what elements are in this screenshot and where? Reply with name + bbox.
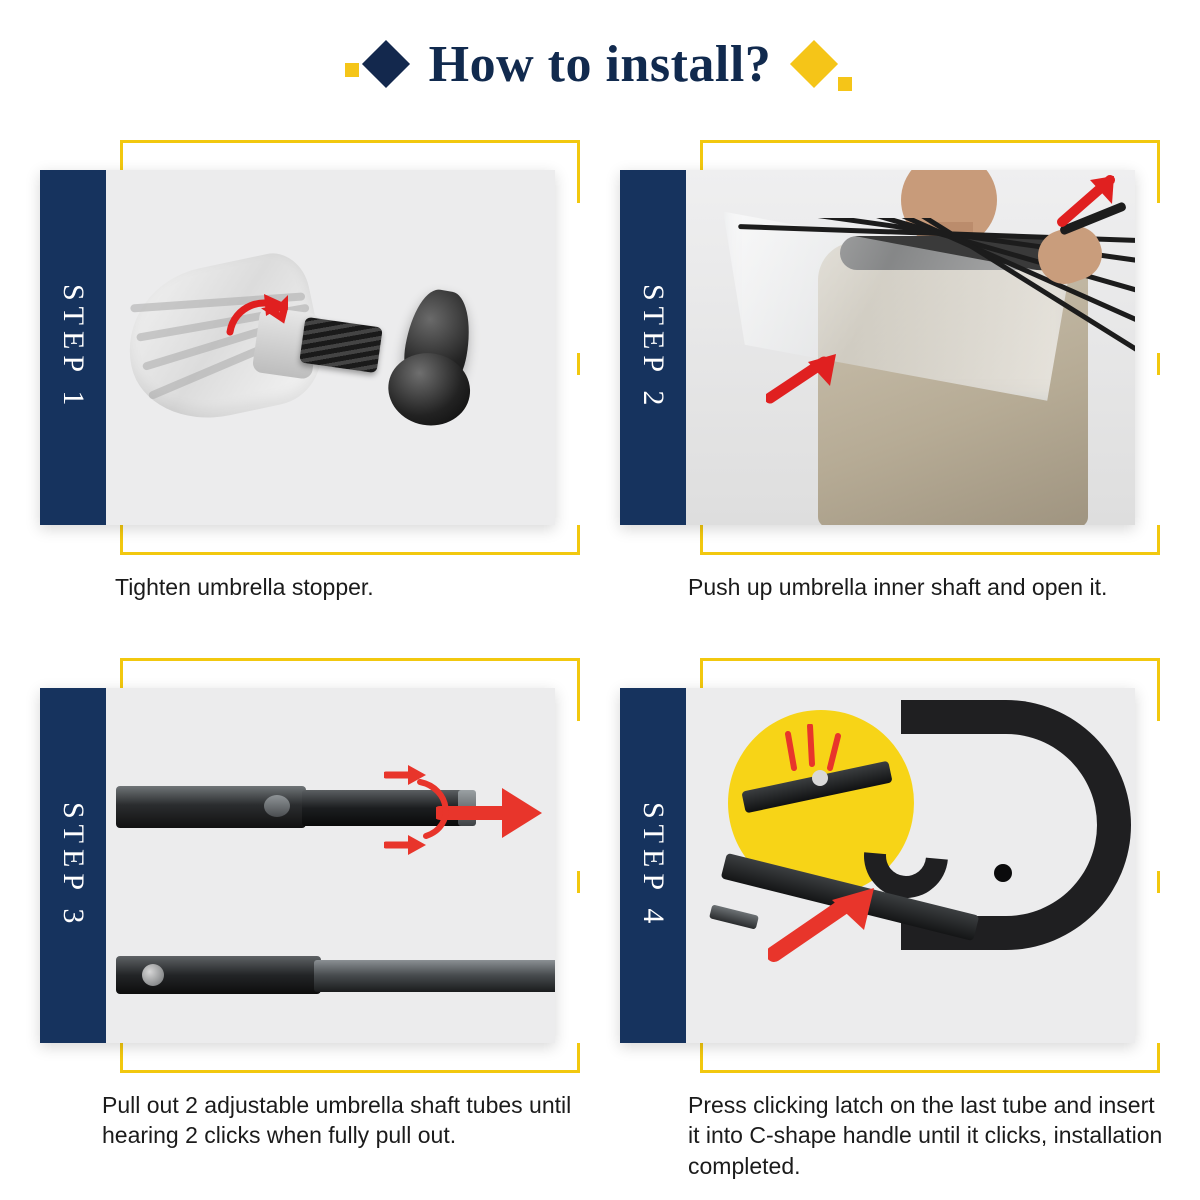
rotate-arrow-icon [224,288,288,352]
step-card-3 [30,658,590,1158]
square-gold-icon [345,63,359,77]
step-tab-label: STEP 4 [637,801,670,930]
step-tab-label: STEP 2 [637,283,670,412]
shaft-tube-outer-illustration [116,956,321,994]
step-photo-card [620,688,1135,1043]
header-inner [369,35,832,94]
step-tab [620,688,686,1043]
insert-arrow-icon [768,884,878,964]
push-up-arrow-icon [766,348,838,408]
step-tab-label: STEP 3 [57,801,90,930]
step-caption: Press clicking latch on the last tube and insert it into C-shape handle until it clicks, installation completed. [688,1092,1163,1179]
step-card-4 [610,658,1170,1179]
shaft-tube-outer-illustration [116,786,306,828]
push-up-arrow-icon [1056,172,1116,232]
tube-end-illustration [709,904,759,929]
step-tab [40,170,106,525]
step-image-4 [686,688,1135,1043]
step-photo-card [40,170,555,525]
step-tab [40,688,106,1043]
step-image-3 [106,688,555,1043]
step-photo-card [40,688,555,1043]
steps-grid [0,140,1200,1179]
diamond-gold-icon [790,40,838,88]
black-stopper-cap-illustration [397,285,477,404]
step-tab-label: STEP 1 [57,283,90,412]
click-spark-icon [784,724,848,774]
step-caption: Push up umbrella inner shaft and open it. [688,574,1108,600]
shaft-tube-inner-illustration [314,960,555,992]
step-caption: Tighten umbrella stopper. [115,574,374,600]
rotate-curve-icon [406,774,476,844]
step-image-1 [106,170,555,525]
step-card-1 [30,140,590,640]
step-card-2 [610,140,1170,640]
page-header [0,0,1200,140]
step-photo-card [620,170,1135,525]
diamond-navy-icon [362,40,410,88]
handle-latch-hole-icon [994,864,1012,882]
page-title: How to install? [428,35,772,93]
square-gold-icon [838,77,852,91]
step-caption: Pull out 2 adjustable umbrella shaft tubes until hearing 2 clicks when fully pull out. [102,1092,572,1149]
step-tab [620,170,686,525]
step-image-2 [686,170,1135,525]
